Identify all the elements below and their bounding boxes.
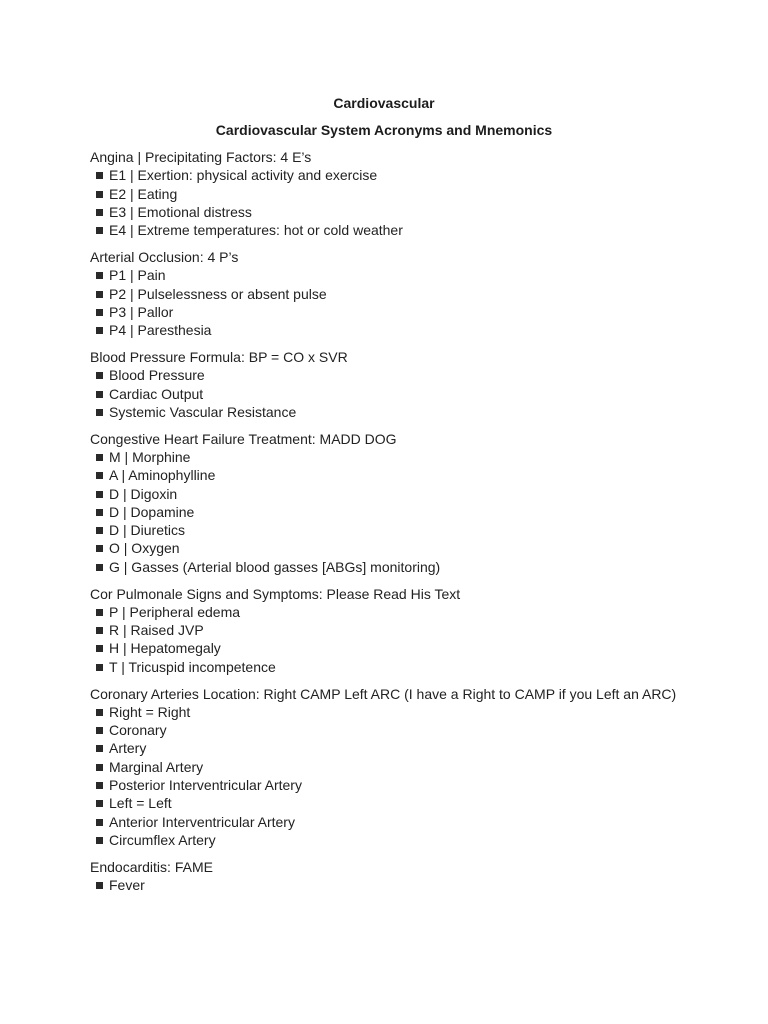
section-angina	[90, 148, 680, 239]
square-bullet-icon	[96, 509, 103, 516]
list-item	[90, 321, 680, 339]
section-coronary-arteries	[90, 685, 680, 850]
square-bullet-icon	[96, 527, 103, 534]
section-heading: Blood Pressure Formula: BP = CO x SVR	[90, 348, 348, 365]
section-chf-treatment	[90, 430, 680, 576]
list-item	[90, 703, 680, 721]
list-item-text: P | Peripheral edema	[109, 603, 241, 620]
section-heading: Arterial Occlusion: 4 P’s	[90, 248, 239, 265]
section-cor-pulmonale	[90, 585, 680, 676]
square-bullet-icon	[96, 645, 103, 652]
square-bullet-icon	[96, 191, 103, 198]
list-item	[90, 303, 680, 321]
list-item-text: E4 | Extreme temperatures: hot or cold weather	[109, 222, 403, 239]
square-bullet-icon	[96, 291, 103, 298]
list-item	[90, 639, 680, 657]
list-item	[90, 203, 680, 221]
list-item-text: Posterior Interventricular Artery	[109, 777, 302, 793]
list-item-text: E3 | Emotional distress	[109, 203, 252, 220]
list-item	[90, 603, 680, 621]
section-heading: Endocarditis: FAME	[90, 858, 213, 875]
list-item-text: O | Oxygen	[109, 540, 180, 557]
square-bullet-icon	[96, 209, 103, 216]
square-bullet-icon	[96, 391, 103, 398]
square-bullet-icon	[96, 609, 103, 616]
list-item-text: Marginal Artery	[109, 758, 204, 775]
list-item-text: T | Tricuspid incompetence	[109, 658, 276, 675]
list-item	[90, 776, 680, 794]
list-item	[90, 876, 680, 894]
document-body	[90, 148, 680, 903]
square-bullet-icon	[96, 272, 103, 279]
list-item-text: Right = Right	[109, 703, 191, 720]
square-bullet-icon	[96, 764, 103, 771]
list-item	[90, 485, 680, 503]
square-bullet-icon	[96, 782, 103, 789]
list-item-text: R | Raised JVP	[109, 622, 204, 639]
square-bullet-icon	[96, 819, 103, 826]
section-heading: Cor Pulmonale Signs and Symptoms: Please Read His Text	[90, 585, 461, 602]
list-item-text: Anterior Interventricular Artery	[109, 813, 295, 830]
square-bullet-icon	[96, 564, 103, 571]
list-item-text: E1 | Exertion: physical activity and exercise	[109, 167, 378, 184]
list-item-text: Coronary	[109, 722, 167, 739]
list-item-text: P1 | Pain	[109, 267, 166, 284]
page-subtitle: Cardiovascular System Acronyms and Mnemonics	[215, 122, 553, 138]
section-heading: Congestive Heart Failure Treatment: MADD DOG	[90, 430, 397, 447]
square-bullet-icon	[96, 882, 103, 889]
list-item	[90, 366, 680, 384]
list-item	[90, 658, 680, 676]
list-item-text: E2 | Eating	[109, 185, 178, 202]
list-item-text: Fever	[109, 876, 145, 893]
section-blood-pressure	[90, 348, 680, 421]
list-item-text: P2 | Pulselessness or absent pulse	[109, 285, 327, 302]
list-item	[90, 503, 680, 521]
list-item	[90, 539, 680, 557]
square-bullet-icon	[96, 454, 103, 461]
list-item	[90, 448, 680, 466]
list-item-text: Blood Pressure	[109, 367, 205, 384]
square-bullet-icon	[96, 327, 103, 334]
square-bullet-icon	[96, 664, 103, 671]
list-item-text: Artery	[109, 740, 147, 757]
square-bullet-icon	[96, 745, 103, 752]
square-bullet-icon	[96, 727, 103, 734]
square-bullet-icon	[96, 372, 103, 379]
list-item	[90, 185, 680, 203]
square-bullet-icon	[96, 627, 103, 634]
list-item-text: A | Aminophylline	[109, 467, 216, 484]
list-item	[90, 166, 680, 184]
list-item	[90, 739, 680, 757]
square-bullet-icon	[96, 227, 103, 234]
list-item-text: D | Diuretics	[109, 522, 185, 539]
list-item	[90, 621, 680, 639]
list-item-text: D | Digoxin	[109, 485, 178, 502]
list-item	[90, 721, 680, 739]
list-item	[90, 558, 680, 576]
section-arterial-occlusion	[90, 248, 680, 339]
square-bullet-icon	[96, 545, 103, 552]
list-item	[90, 403, 680, 421]
section-heading: Angina | Precipitating Factors: 4 E’s	[90, 149, 312, 165]
section-endocarditis	[90, 858, 680, 895]
list-item	[90, 285, 680, 303]
square-bullet-icon	[96, 309, 103, 316]
square-bullet-icon	[96, 472, 103, 479]
list-item-text: P4 | Paresthesia	[109, 322, 212, 339]
square-bullet-icon	[96, 709, 103, 716]
list-item-text: Cardiac Output	[109, 385, 204, 402]
list-item	[90, 466, 680, 484]
list-item	[90, 221, 680, 239]
square-bullet-icon	[96, 491, 103, 498]
square-bullet-icon	[96, 172, 103, 179]
square-bullet-icon	[96, 409, 103, 416]
list-item	[90, 266, 680, 284]
list-item-text: D | Dopamine	[109, 503, 195, 520]
square-bullet-icon	[96, 837, 103, 844]
list-item-text: Circumflex Artery	[109, 831, 216, 848]
list-item-text: P3 | Pallor	[109, 303, 174, 320]
page-title: Cardiovascular	[333, 95, 435, 111]
section-heading: Coronary Arteries Location: Right CAMP Left ARC (I have a Right to CAMP if you Left an ARC)	[90, 685, 677, 702]
square-bullet-icon	[96, 800, 103, 807]
list-item	[90, 521, 680, 539]
list-item-text: Systemic Vascular Resistance	[109, 403, 297, 420]
list-item-text: Left = Left	[109, 795, 172, 812]
list-item	[90, 813, 680, 831]
list-item-text: M | Morphine	[109, 448, 191, 465]
list-item-text: G | Gasses (Arterial blood gasses [ABGs] monitoring)	[109, 558, 441, 575]
list-item	[90, 831, 680, 849]
list-item-text: H | Hepatomegaly	[109, 640, 221, 657]
list-item	[90, 385, 680, 403]
list-item	[90, 758, 680, 776]
list-item	[90, 794, 680, 812]
